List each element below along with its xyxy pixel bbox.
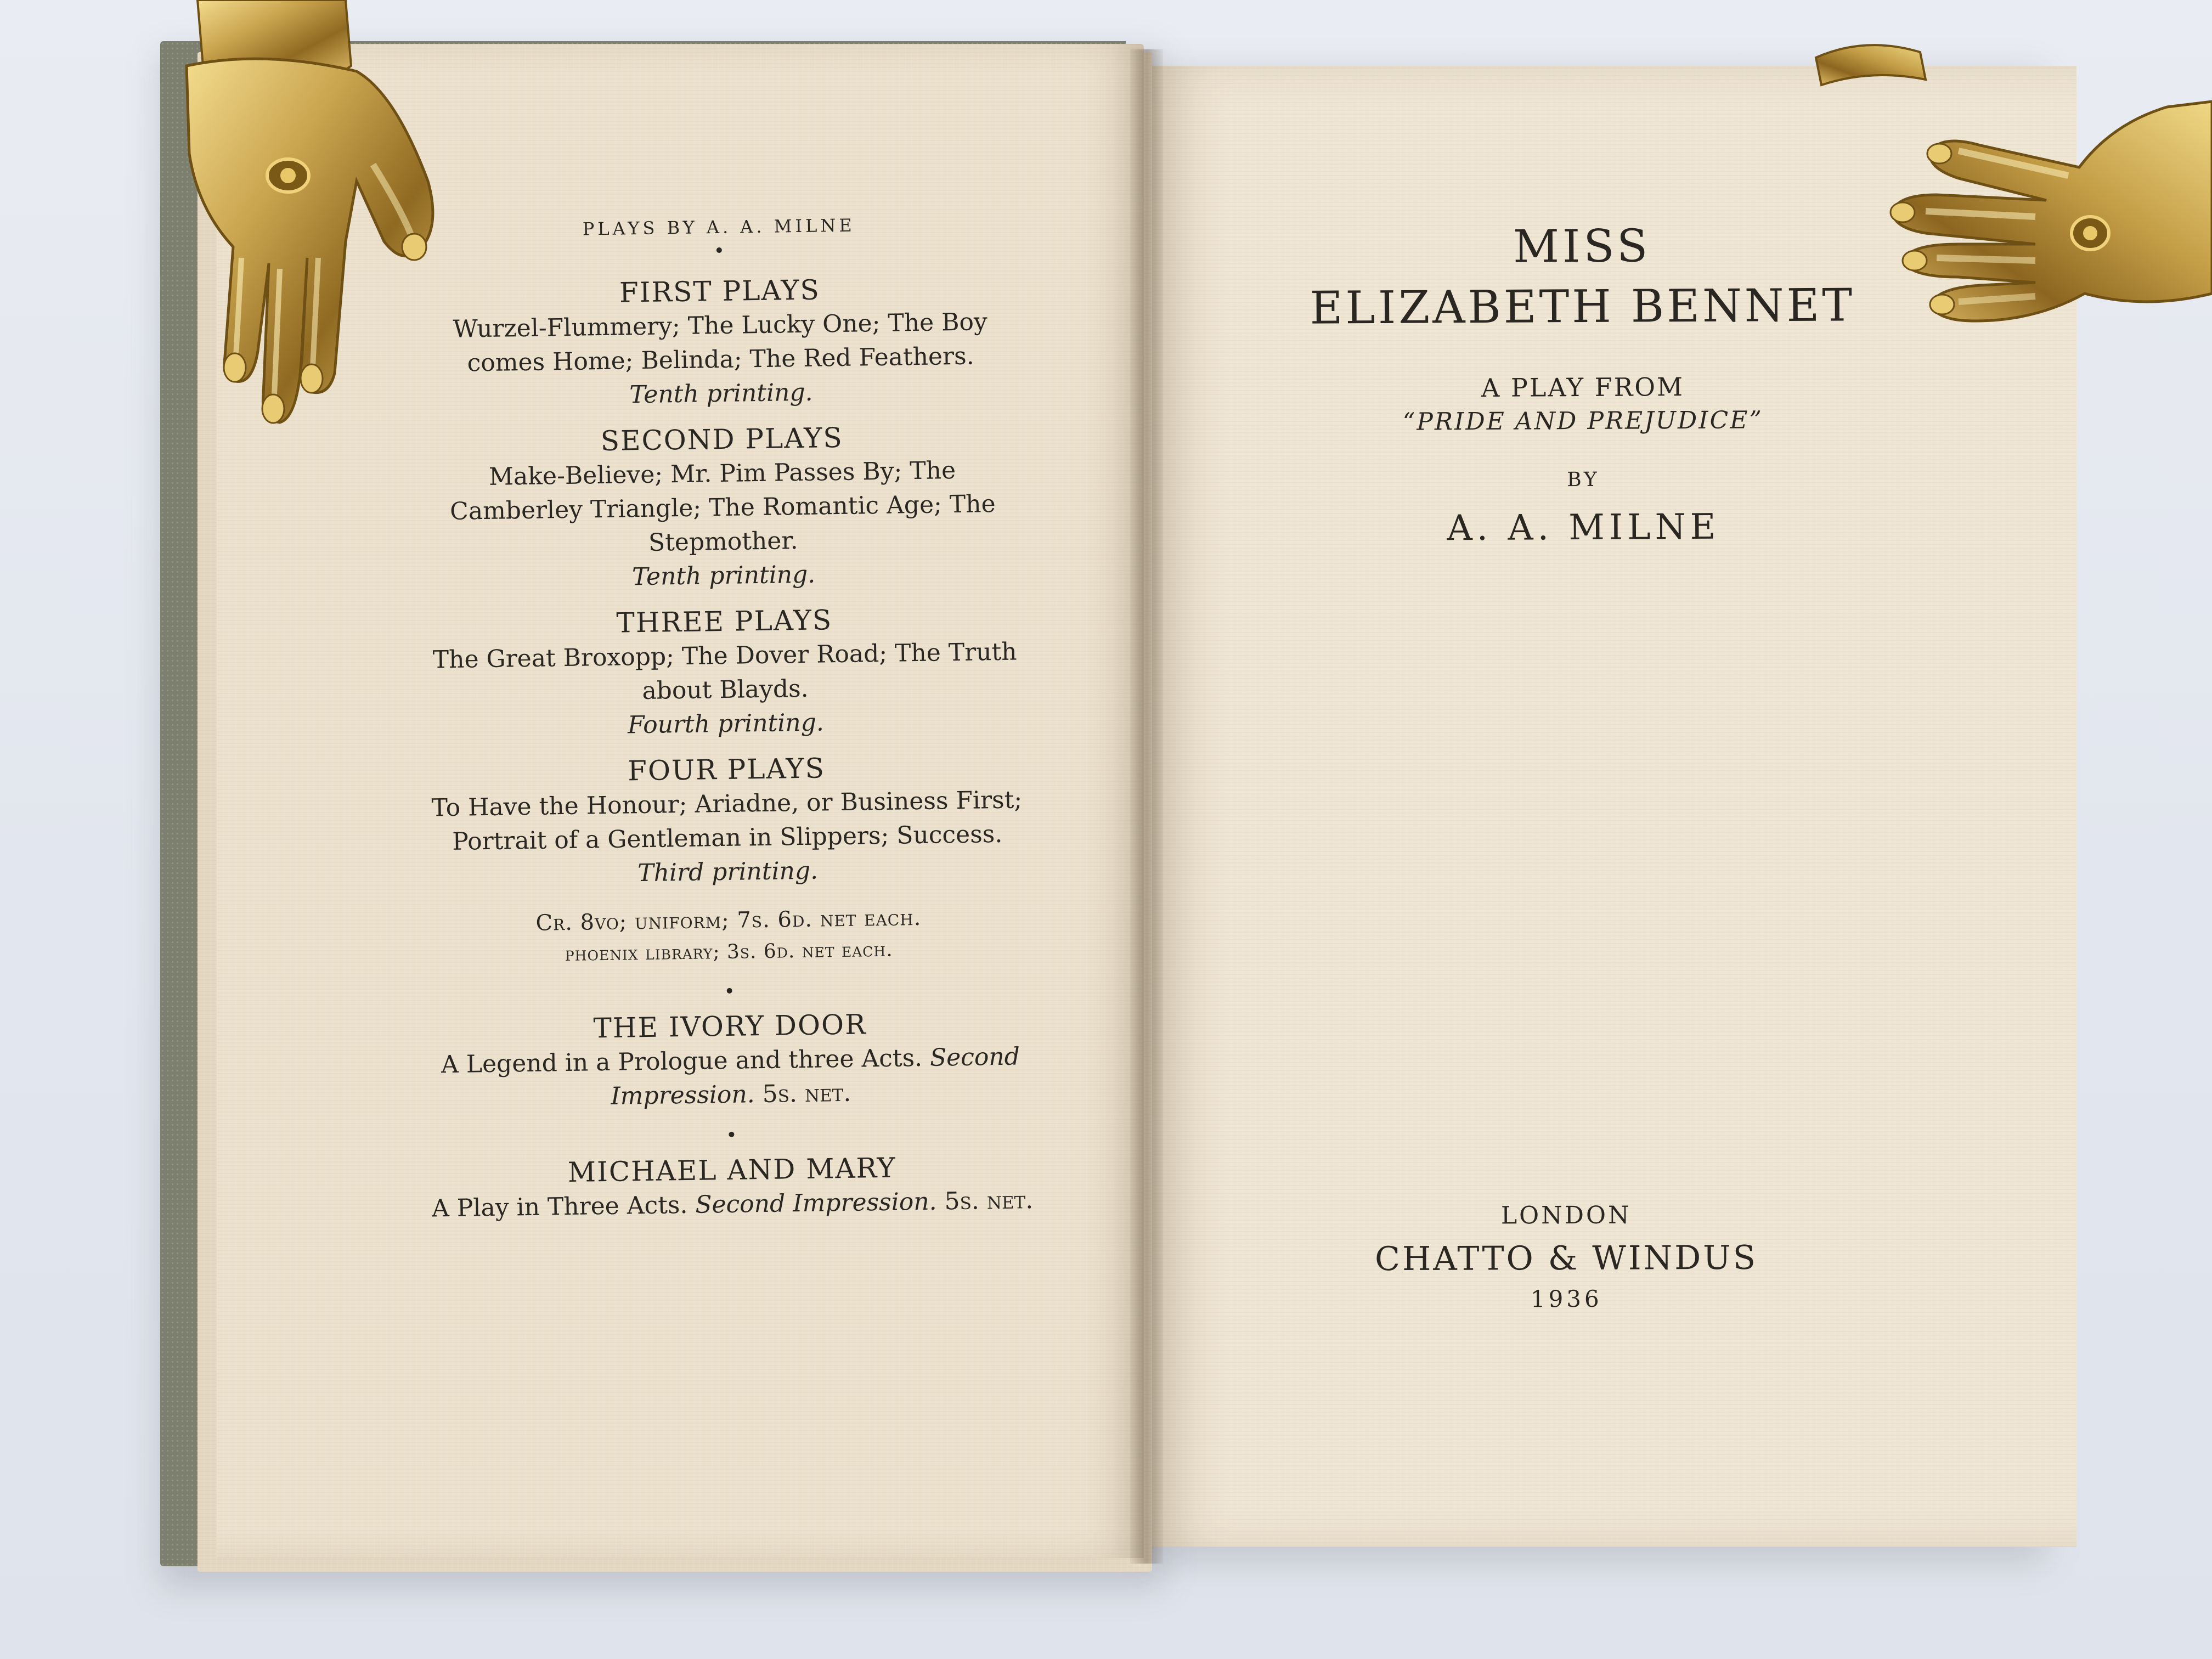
- subtitle: A PLAY FROM: [1481, 372, 1685, 403]
- separator-dot: [716, 247, 722, 253]
- source-title: “PRIDE AND PREJUDICE”: [1402, 406, 1764, 436]
- brass-hand-icon: [1728, 36, 2212, 343]
- michael-mary-description: A Play in Three Acts.: [431, 1190, 688, 1223]
- section-title: THE IVORY DOOR: [593, 1008, 867, 1045]
- section-text: [428, 1040, 1033, 1116]
- section-title: MICHAEL AND MARY: [567, 1152, 897, 1189]
- book-gutter: [1130, 49, 1163, 1564]
- section-text: Make-Believe; Mr. Pim Passes By; The Camberley Triangle; The Romantic Age; The Stepmother.: [449, 456, 996, 557]
- separator-dot: [729, 1132, 734, 1137]
- imprint: [1306, 1200, 1827, 1313]
- michael-mary-impression: Second Impression.: [695, 1187, 937, 1219]
- by-line: BY: [1567, 468, 1600, 492]
- section-title: FIRST PLAYS: [619, 274, 821, 309]
- price-line-phoenix: phoenix library; 3s. 6d. net each.: [565, 938, 893, 966]
- section-michael-and-mary: [430, 1148, 1035, 1226]
- section-printing: Tenth printing.: [629, 378, 813, 409]
- ivory-door-description: A Legend in a Prologue and three Acts.: [441, 1043, 923, 1079]
- section-printing: Fourth printing.: [627, 708, 825, 740]
- section-title: SECOND PLAYS: [600, 421, 844, 458]
- imprint-publisher: CHATTO & WINDUS: [1374, 1238, 1758, 1279]
- ivory-door-price: 5s. net.: [762, 1079, 851, 1109]
- plays-heading: PLAYS BY A. A. MILNE: [582, 215, 855, 240]
- section-four-plays: [425, 748, 1030, 893]
- brass-hand-icon: [165, 0, 450, 444]
- michael-mary-price: 5s. net.: [944, 1186, 1034, 1216]
- section-text: The Great Broxopp; The Dover Road; The Truth about Blayds.: [432, 637, 1017, 706]
- section-printing: Third printing.: [637, 856, 819, 888]
- section-text: To Have the Honour; Ariadne, or Business First; Portrait of a Gentleman in Slippers; Success.: [431, 786, 1023, 856]
- section-first-plays: [418, 269, 1023, 415]
- plays-list: [417, 212, 1034, 1226]
- price-info: [427, 900, 1031, 972]
- title-line-2: ELIZABETH BENNET: [1310, 279, 1855, 335]
- section-title: FOUR PLAYS: [627, 752, 826, 787]
- section-title: THREE PLAYS: [616, 604, 833, 639]
- imprint-city: LONDON: [1500, 1201, 1632, 1230]
- author-name: A. A. MILNE: [1447, 506, 1720, 549]
- imprint-year: 1936: [1530, 1285, 1602, 1313]
- title-line-1: MISS: [1513, 220, 1651, 273]
- price-line-uniform: Cr. 8vo; uniform; 7s. 6d. net each.: [535, 905, 922, 936]
- separator-dot: [727, 988, 732, 994]
- section-second-plays: [420, 417, 1025, 597]
- ivory-door-impression: Second Impression.: [610, 1042, 1020, 1110]
- section-printing: Tenth printing.: [631, 560, 816, 591]
- section-text: Wurzel-Flummery; The Lucky One; The Boy comes Home; Belinda; The Red Feathers.: [453, 308, 988, 377]
- section-three-plays: [422, 600, 1028, 745]
- section-ivory-door: [428, 1005, 1033, 1116]
